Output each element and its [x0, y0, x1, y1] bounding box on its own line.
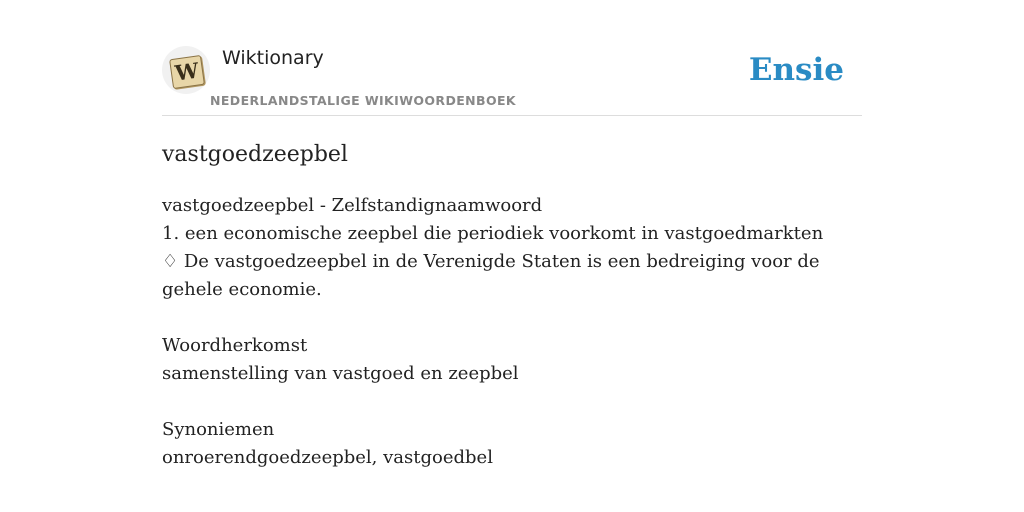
spacer [162, 304, 862, 332]
ensie-brand-link[interactable]: Ensie [748, 52, 844, 88]
site-subtitle: NEDERLANDSTALIGE WIKIWOORDENBOEK [210, 93, 517, 108]
synonyms-heading: Synoniemen [162, 419, 275, 440]
wiktionary-tile-icon: W [169, 55, 205, 89]
page-title: vastgoedzeepbel [162, 142, 348, 167]
entry-content [162, 192, 862, 472]
site-name: Wiktionary [222, 47, 324, 69]
definition: 1. een economische zeepbel die periodiek voorkomt in vastgoedmarkten [162, 223, 824, 244]
header [162, 42, 862, 116]
etymology-heading: Woordherkomst [162, 335, 308, 356]
entry-card [162, 42, 862, 472]
etymology-text: samenstelling van vastgoed en zeepbel [162, 363, 519, 384]
spacer [162, 388, 862, 416]
synonyms-text: onroerendgoedzeepbel, vastgoedbel [162, 447, 493, 468]
part-of-speech-line: vastgoedzeepbel - Zelfstandignaamwoord [162, 195, 543, 216]
example-sentence: ♢ De vastgoedzeepbel in de Verenigde Staten is een bedreiging voor de gehele economie. [162, 251, 820, 300]
wiktionary-logo[interactable] [162, 46, 210, 94]
